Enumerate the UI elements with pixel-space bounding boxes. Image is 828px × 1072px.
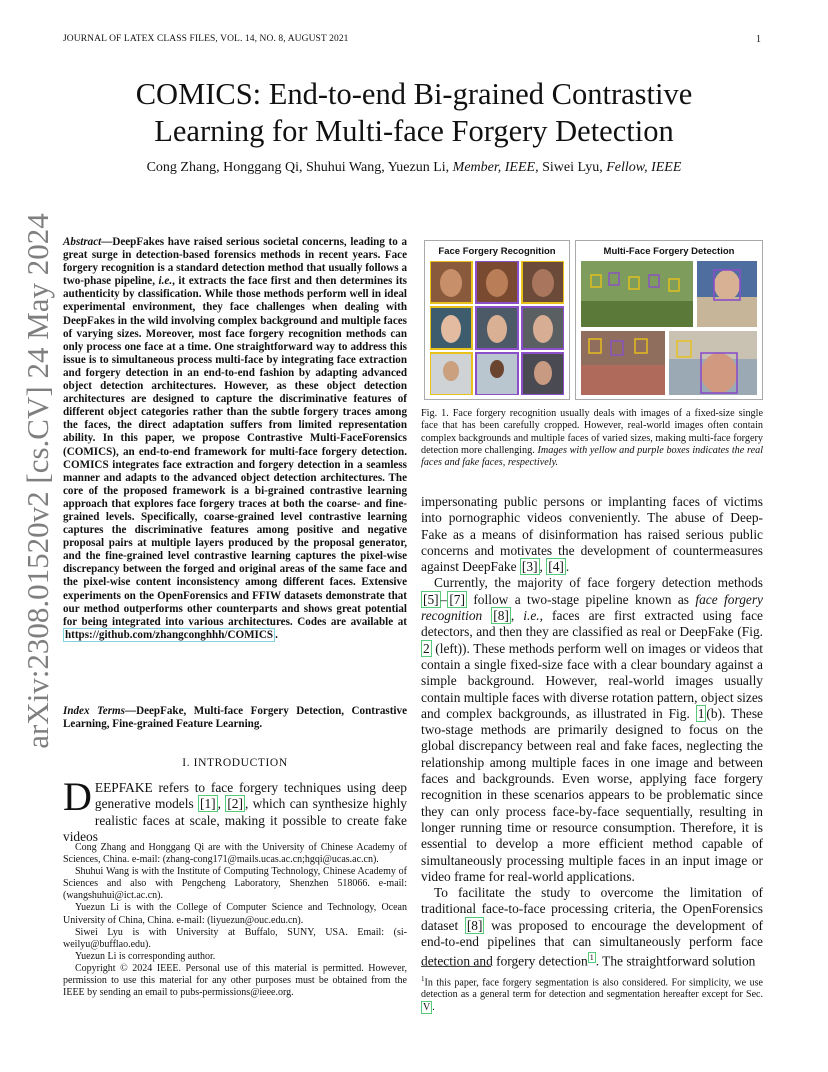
scene-3 [581,331,665,395]
figure-link[interactable]: 1 [697,705,705,721]
citation-link[interactable]: [4] [548,559,564,575]
footnote-affiliation: Siwei Lyu is with University at Buffalo, SUNY, USA. Email: (si-weilyu@bufflao.edu). [63,926,407,950]
panel-left-title: Face Forgery Recognition [438,246,556,257]
figure-link[interactable]: 2 [423,640,430,656]
footnote-right [421,973,763,1014]
section-link[interactable]: V [423,1001,431,1013]
paper-title [60,76,768,150]
citation-link[interactable]: [8] [466,917,483,933]
caption-italic: Images with yellow and purple boxes indicates the real faces and fake faces, respectively. [421,444,764,469]
citation-link[interactable]: [5] [423,591,439,607]
scene-2 [697,261,757,327]
intro-lead: EEPFAKE refers to face forgery techniques using deep generative models [94,780,407,812]
face-crop-row-2 [430,307,564,349]
figure-1-caption [421,408,763,469]
citation-link[interactable]: [1] [200,796,216,812]
footnote-affiliation: Cong Zhang and Honggang Qi are with the University of Chinese Academy of Sciences, China. e-mail: (zhang-cong171@mails.ucas.ac.cn;hgqi@ucas.ac.cn). [63,842,407,866]
author-list [60,160,768,176]
running-header: JOURNAL OF LATEX CLASS FILES, VOL. 14, NO. 8, AUGUST 2021 [63,34,349,44]
body-paragraph [421,885,763,970]
footnote-affiliation: Yuezun Li is with the College of Computer Science and Technology, Ocean University of China, China. e-mail: (liyuezun@ouc.edu.cn). [63,902,407,926]
title-line-1: COMICS: End-to-end Bi-grained Contrastive [135,77,693,111]
scene-images-grid [581,261,757,395]
code-link[interactable]: https://github.com/zhangconghhh/COMICS [65,628,274,641]
p2-text-a: Currently, the majority of face forgery detection methods [434,575,763,591]
intro-paragraph [63,774,407,845]
p2-ie: i.e. [523,608,540,624]
abstract-text-b: , it extracts the face first and then determines its authenticity by classification. While those methods perform well in ideal experimental environment, they face challenges when dealing with DeepFakes in the wild involving complex background and multiple faces of varying sizes. Moreover, most face forgery recognition methods can only process one face at a time. One straightforward way to address this issue is to simultaneous process multi-face by integrating face extraction and forgery detection in an end-to-end fashion by adapting advanced object detection architectures. However, as these object detection architectures are designed to capture the discriminative features of different object categories rather than the subtle forgery traces among the faces, the direct adaptation suffers from limited representation ability. In this paper, we propose Contrastive Multi-FaceForensics (COMICS), an end-to-end framework for multi-face forgery detection. COMICS integrates face extraction and forgery detection in a seamless manner and adapts to the advanced object detection architectures. The core of the proposed framework is a bi-grained contrastive learning approach that explores face forgery traces at both the coarse- and fine-grained levels. Specifically, coarse-grained level contrastive learning captures the discriminative features among positive and negative proposal pairs at multiple layers produced by the proposal generator, and the fine-grained level contrastive learning captures the pixel-wise discrepancy between the forged and original areas of the same face and the pixel-wise content inconsistency among different faces. Extensive experiments on the OpenForensics and FFIW datasets demonstrate that our method outperforms other counterparts and shows great potential for being integrated into various architectures. Codes are available at [63,275,407,628]
citation-link[interactable]: [2] [227,796,243,812]
footnote-end: . [432,1001,435,1013]
scene-1 [581,261,693,327]
intro-sep: , [217,796,221,812]
p3-text-c: . The straightforward solution [595,953,756,969]
abstract-ie: i.e. [158,275,173,288]
footnote-mark: 1 [421,975,425,983]
face-crop-row-1 [430,261,564,303]
index-terms-label: Index Terms [63,705,125,717]
caption-text: Fig. 1. Face forgery recognition usually deals with images of a fixed-size single face that has been carefully cropped. However, real-world images often contain complex backgrounds and multiple faces of varied sizes, making multi-face forgery detection more challenging. [421,408,763,456]
p1-text: impersonating public persons or implanting faces of victims into pornographic videos conveniently. The abuse of Deep-Fake as a means of disinformation has raised serious public concerns and motivates the development of countermeasures against DeepFake [421,494,763,575]
panel-face-recognition [424,240,570,400]
citation-link[interactable]: [7] [449,591,465,607]
page-number: 1 [756,34,761,45]
face-crop-row-3 [430,353,564,395]
citation-link[interactable]: [3] [521,559,538,575]
arxiv-stamp [20,213,56,749]
footnote-link[interactable]: 1 [589,953,594,963]
authors-mid: , Siwei Lyu, [535,160,603,175]
index-terms-text: —DeepFake, Multi-face Forgery Detection, Contrastive Learning, Fine-grained Feature Learning. [63,705,407,731]
footnote-corresponding: Yuezun Li is corresponding author. [75,950,216,962]
authors-member: Member, IEEE [452,160,536,175]
p2-text-d: (left)). These methods perform well on images or videos that contain a single fixed-size face with a clear boundary against a simple background. However, real-world images usually contain multiple faces with diverse rotation pattern, object sizes and complex backgrounds, as illustrated in Fig. [421,640,763,721]
intro-rest: , which can synthesize highly realistic faces at scale, making it possible to create fake videos [63,796,407,844]
footnote-affiliation: Shuhui Wang is with the Institute of Computing Technology, Chinese Academy of Sciences and also with Pengcheng Laboratory, Shenzhen 518066. e-mail:(wangshuhui@ict.ac.cn). [63,866,407,902]
section-heading: I. INTRODUCTION [182,757,288,769]
footnote-rule [421,966,491,967]
index-terms [63,705,407,732]
arxiv-stamp-text: arXiv:2308.01520v2 [cs.CV] 24 May 2024 [20,213,55,749]
intro-right-column [421,494,763,970]
body-paragraph: impersonating public persons or implanting faces of victims into pornographic videos conveniently. The abuse of Deep-Fake as a means of disinformation has raised serious public concerns and motivates the development of countermeasures against DeepFake [3] , [4] . [421,494,763,575]
abstract-end: . [275,628,278,641]
p2-text-b: follow a two-stage pipeline known as [473,591,689,607]
footnote-text: In this paper, face forgery segmentation is also considered. For simplicity, we use detection as a general term for detection and segmentation hereafter except for Sec. [421,977,763,1001]
authors-fellow: Fellow, IEEE [606,160,682,175]
figure-1 [424,240,762,400]
footnote-copyright: Copyright © 2024 IEEE. Personal use of this material is permitted. However, permission to use this material for any other purposes must be obtained from the IEEE by sending an email to pubs-permissions@ieee.org. [63,962,407,999]
scene-4 [669,331,757,395]
citation-link[interactable]: [8] [493,608,509,624]
panel-multi-face-detection [575,240,763,400]
p2-text-e: (b). These two-stage methods are primarily designed to focus on the global discrepancy between real and fake faces, neglecting the relationship among multiple faces in one image and between faces and backgrounds. Even worse, applying face forgery recognition in these scenarios appears to be problematic since they can only process face-by-face sequentially, resulting in longer running time or resource consumption. Therefore, it is essential to develop a more efficient method capable of simultaneously processing multiple faces in an input image or video frame for real-world applications. [421,705,763,884]
abstract-label: Abstract [63,236,102,248]
p3-text-a: To facilitate the study to overcome the limitation of traditional face-to-face processing criteria, the OpenForensics dataset [421,885,763,933]
panel-right-title: Multi-Face Forgery Detection [603,246,735,257]
p2-italic: face forgery recognition [421,591,763,624]
authors-names: Cong Zhang, Honggang Qi, Shuhui Wang, Yuezun Li, [146,160,450,175]
face-crops-grid [430,261,564,395]
drop-cap: D [63,774,92,819]
title-line-2: Learning for Multi-face Forgery Detection [154,114,674,148]
author-footnotes [63,842,407,999]
body-paragraph: Currently, the majority of face forgery detection methods [5] – [7] follow a two-stage pipeline known as face forgery recognition [8] , i.e., faces are first extracted using face detectors, and then they are classified as real or DeepFake (Fig. 2 (left)). These methods perform well on images or videos that contain a single fixed-size face with a clear boundary against a simple background. However, real-world images usually contain multiple faces with diverse rotation pattern, object sizes and complex backgrounds, as illustrated in Fig. 1 (b). These two-stage methods are primarily designed to focus on the global discrepancy between real and fake faces, neglecting the relationship among multiple faces in one image and between faces and backgrounds. Even worse, applying face forgery recognition in these scenarios appears to be problematic since they can only process face-by-face sequentially, resulting in longer running time or resource consumption. Therefore, it is essential to develop a more efficient method capable of simultaneously processing multiple faces in an input image or video frame for real-world applications. [421,575,763,884]
p2-text-c: , faces are first extracted using face detectors, and then they are classified as real or DeepFake (Fig. [421,608,763,640]
abstract-text-a: —DeepFakes have raised serious societal concerns, leading to a great surge in detection-based forensics methods in recent years. Face forgery recognition is a standard detection method that usually follows a two-phase pipeline, [63,236,407,288]
abstract [63,236,407,642]
p3-text-b: was proposed to encourage the development of end-to-end pipelines that can simultaneously perform face detection and forgery detection [421,917,764,969]
